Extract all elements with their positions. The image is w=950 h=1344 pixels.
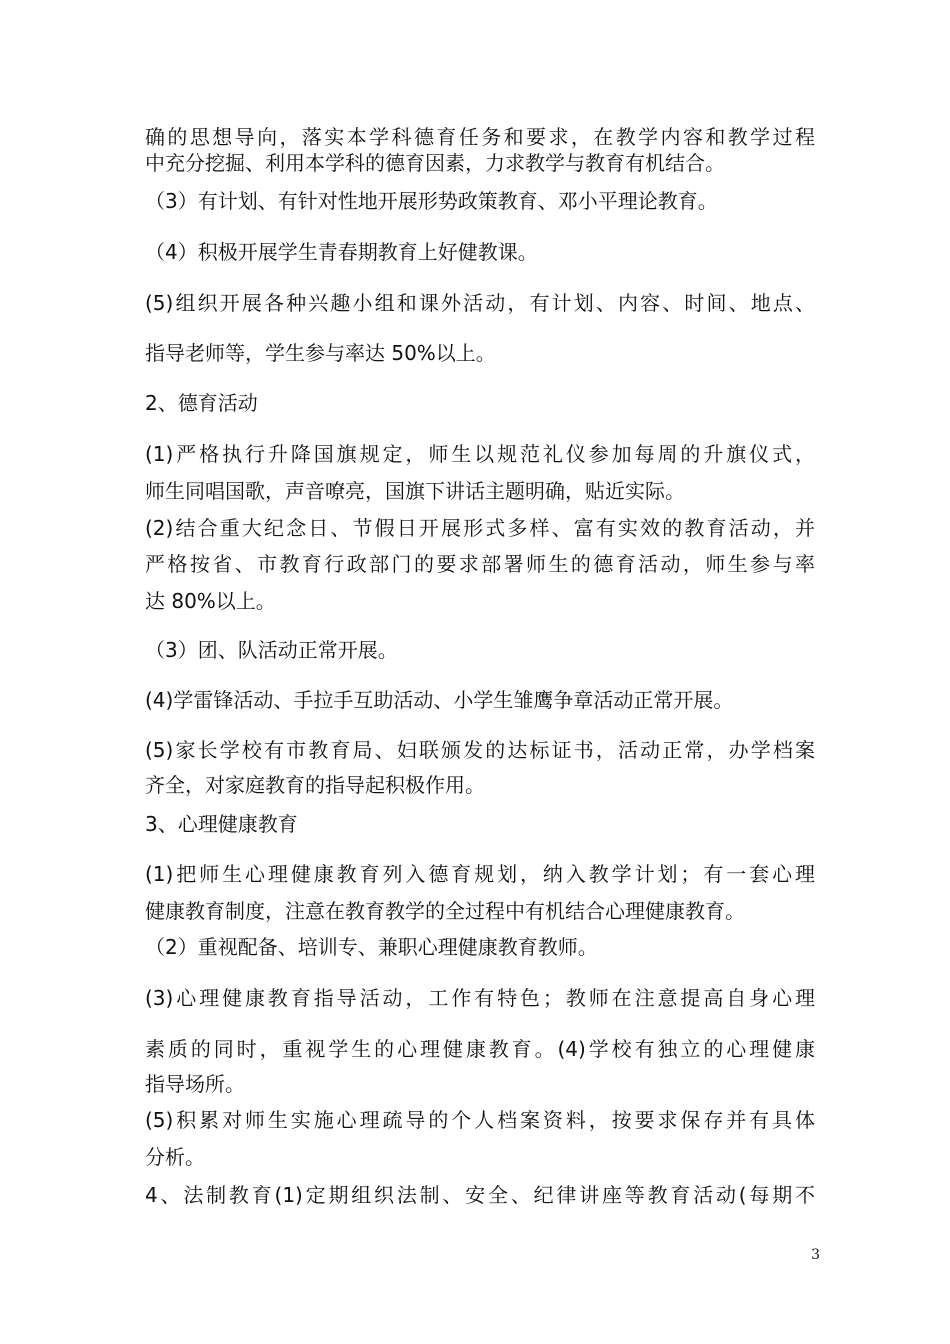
text-line: (1)严格执行升降国旗规定，师生以规范礼仪参加每周的升旗仪式， [145, 442, 815, 466]
text-line: （4）积极开展学生青春期教育上好健教课。 [145, 240, 538, 264]
section-heading: 2、德育活动 [145, 391, 258, 415]
section-heading: 3、心理健康教育 [145, 812, 298, 836]
text-line: (4)学雷锋活动、手拉手互助活动、小学生雏鹰争章活动正常开展。 [145, 688, 734, 712]
text-line: 素质的同时，重视学生的心理健康教育。(4)学校有独立的心理健康 [145, 1037, 815, 1061]
text-line: (1)把师生心理健康教育列入德育规划，纳入教学计划；有一套心理 [145, 862, 815, 886]
page-number: 3 [811, 1247, 820, 1263]
text-line: 齐全，对家庭教育的指导起积极作用。 [145, 773, 485, 797]
text-line: （3）团、队活动正常开展。 [145, 638, 398, 662]
text-line: (5)家长学校有市教育局、妇联颁发的达标证书，活动正常，办学档案 [145, 738, 815, 762]
text-line: 确的思想导向，落实本学科德育任务和要求，在教学内容和教学过程 [145, 125, 815, 149]
text-line: 中充分挖掘、利用本学科的德育因素，力求教学与教育有机结合。 [145, 151, 725, 175]
text-line: 分析。 [145, 1145, 205, 1169]
text-line: (2)结合重大纪念日、节假日开展形式多样、富有实效的教育活动，并 [145, 516, 815, 540]
section-heading: 4、法制教育(1)定期组织法制、安全、纪律讲座等教育活动(每期不 [145, 1183, 815, 1207]
text-line: 师生同唱国歌，声音嘹亮，国旗下讲话主题明确，贴近实际。 [145, 479, 685, 503]
text-line: （3）有计划、有针对性地开展形势政策教育、邓小平理论教育。 [145, 189, 718, 213]
text-line: 达 80%以上。 [145, 589, 276, 613]
text-line: 严格按省、市教育行政部门的要求部署师生的德育活动，师生参与率 [145, 552, 815, 576]
text-line: (5)积累对师生实施心理疏导的个人档案资料，按要求保存并有具体 [145, 1108, 815, 1132]
text-line: （2）重视配备、培训专、兼职心理健康教育教师。 [145, 935, 598, 959]
text-line: 健康教育制度，注意在教育教学的全过程中有机结合心理健康教育。 [145, 899, 745, 923]
text-line: (3)心理健康教育指导活动，工作有特色；教师在注意提高自身心理 [145, 986, 815, 1010]
text-line: (5)组织开展各种兴趣小组和课外活动，有计划、内容、时间、地点、 [145, 291, 815, 315]
text-line: 指导老师等，学生参与率达 50%以上。 [145, 341, 496, 365]
text-line: 指导场所。 [145, 1072, 245, 1096]
